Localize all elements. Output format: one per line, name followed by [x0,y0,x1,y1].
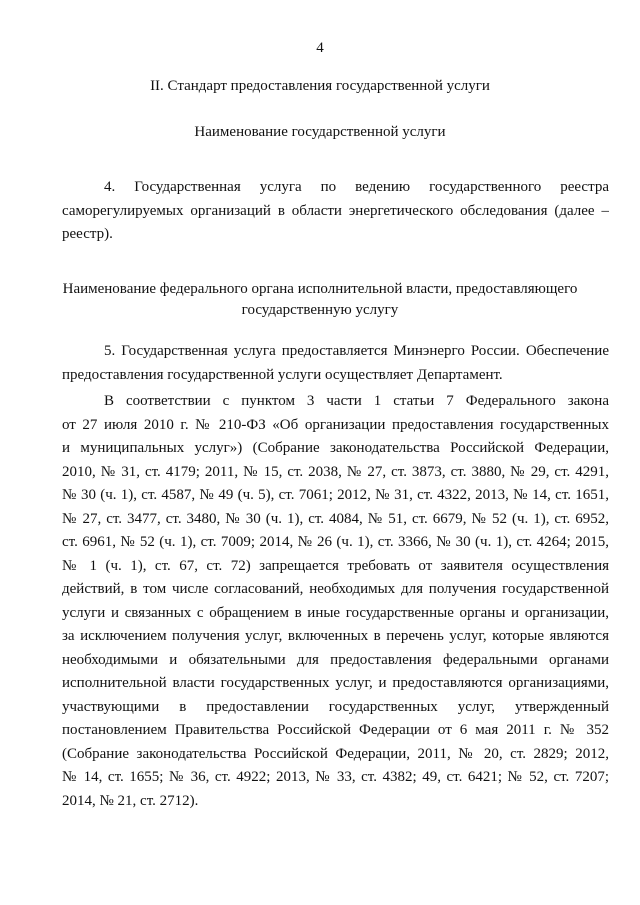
paragraph-line: 2010, № 31, ст. 4179; 2011, № 15, ст. 2038, № 27, ст. 3873, ст. 3880, № 29, ст. 4291, [62,463,609,480]
paragraph-line: 5. Государственная услуга предоставляется Минэнерго России. Обеспечение [104,343,609,359]
paragraph-line: саморегулируемых организаций в области энергетического обследования (далее – [62,202,609,219]
page-number: 4 [316,40,324,56]
paragraph-line: участвующими в предоставлении государственных услуг, утвержденный [62,698,609,715]
paragraph-5 [62,340,609,387]
federal-organ-heading [50,279,590,321]
paragraph-line: услуги и связанных с обращением в иные государственные органы и организации, [62,604,609,621]
paragraph-line: 4. Государственная услуга по ведению государственного реестра [104,179,609,195]
paragraph-line: необходимыми и обязательными для предоставления федеральными органами [62,651,609,668]
paragraph-line: предоставления государственной услуги осуществляет Департамент. [62,366,503,383]
paragraph-line: № 30 (ч. 1), ст. 4587, № 49 (ч. 5), ст. 7061; 2012, № 31, ст. 4322, 2013, № 14, ст. 1651, [62,487,609,503]
paragraph-line: за исключением получения услуг, включенных в перечень услуг, которые являются [62,628,609,644]
paragraph-line: и муниципальных услуг») (Собрание законодательства Российской Федерации, [62,440,609,456]
paragraph-line: В соответствии с пунктом 3 части 1 статьи 7 Федерального закона [104,393,609,409]
paragraph-line: ст. 6961, № 52 (ч. 1), ст. 7009; 2014, № 26 (ч. 1), ст. 3366, № 30 (ч. 1), ст. 4264; 2015, [62,534,609,550]
paragraph-line: от 27 июля 2010 г. № 210-ФЗ «Об организации предоставления государственных [62,416,609,433]
federal-organ-heading-line-1: Наименование федерального органа исполнительной власти, предоставляющего [62,281,578,297]
paragraph-line: реестр). [62,226,113,242]
service-name-heading: Наименование государственной услуги [194,124,446,140]
paragraph-line: исполнительной власти государственных услуг, и предоставляются организациями, [62,675,609,691]
federal-organ-heading-line-2: государственную услугу [241,302,399,318]
paragraph-legal-basis [62,390,609,813]
paragraph-line: № 27, ст. 3477, ст. 3480, № 30 (ч. 1), ст. 4084, № 51, ст. 6679, № 52 (ч. 1), ст. 6952, [62,510,609,527]
section-heading: II. Стандарт предоставления государственной услуги [150,78,490,94]
paragraph-line: № 1 (ч. 1), ст. 67, ст. 72) запрещается требовать от заявителя осуществления [62,557,609,574]
paragraph-4 [62,176,609,247]
paragraph-line: 2014, № 21, ст. 2712). [62,792,199,809]
paragraph-line: № 14, ст. 1655; № 36, ст. 4922; 2013, № 33, ст. 4382; 49, ст. 6421; № 52, ст. 7207; [62,769,609,785]
paragraph-line: постановлением Правительства Российской Федерации от 6 мая 2011 г. № 352 [62,722,609,738]
paragraph-line: действий, в том числе согласований, необходимых для получения государственной [62,581,609,597]
paragraph-line: (Собрание законодательства Российской Федерации, 2011, № 20, ст. 2829; 2012, [62,745,609,762]
